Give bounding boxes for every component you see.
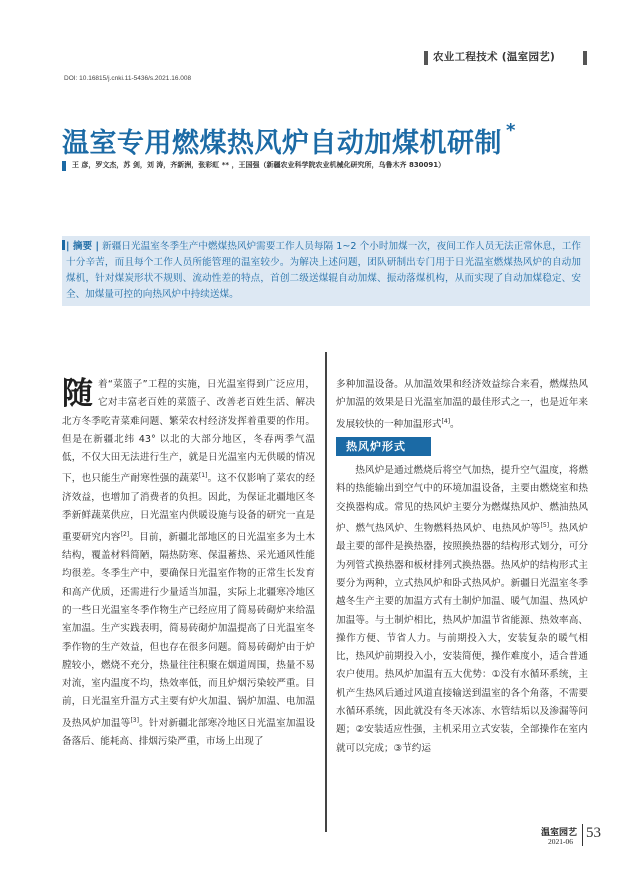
page-number: 53	[586, 825, 601, 841]
citation-ref-5: [5]	[540, 521, 550, 529]
section-heading: 热风炉形式	[336, 437, 431, 456]
footer-separator	[582, 824, 583, 846]
header-marker-left	[424, 51, 428, 65]
intro-text-2: 。这不仅影响了菜农的经济效益，也增加了消费者的负担。因此，为保证北疆地区冬季新鲜蔬菜供应，日光温室内供暖设施与设备的研究一直是重要研究内容	[62, 473, 316, 543]
body-right-continued	[336, 376, 588, 434]
intro-text-1: 着“菜篮子”工程的实施，日光温室得到广泛应用，它对丰富老百姓的菜篮子、改善老百姓生活、解决北方冬季吃青菜难问题、繁荣农村经济发挥着重要的作用。但是在新疆北纬 43° 以北的大部分地区，冬春两季气温低，不仅大田无法进行生产，就是日光温室内无供暖的情况下，也只能生产耐寒性强的蔬菜	[62, 379, 315, 485]
article-title	[62, 121, 516, 160]
doi-line: DOI: 10.16815/j.cnki.11-5436/s.2021.16.008	[64, 75, 192, 82]
citation-ref-3: [3]	[130, 716, 139, 724]
drop-cap: 随	[62, 376, 93, 412]
abstract-tag: | 摘要 |	[66, 241, 100, 252]
citation-ref-2: [2]	[120, 530, 130, 538]
author-marker	[62, 161, 66, 171]
abstract-text: 新疆日光温室冬季生产中燃煤热风炉需要工作人员每隔 1~2 个小时加煤一次，夜间工作人员无法正常休息，工作十分辛苦，而且每个工作人员所能管理的温室较少。为解决上述问题，团队研制出专门用于日光温室燃煤热风炉的自动加煤机，针对煤炭形状不规则、流动性差的特点，首创二级送煤辊自动加煤、振动落煤机构，从而实现了自动加煤稳定、安全、加煤量可控的向热风炉中持续送煤。	[66, 241, 581, 300]
footer-date: 2021-06	[548, 837, 573, 846]
body-left-column	[62, 376, 315, 752]
intro-continuation	[336, 376, 588, 434]
citation-ref-1: [1]	[198, 472, 208, 480]
intro-text-3: 。目前，新疆北部地区的日光温室多为土木结构，覆盖材料简陋，隔热防寒、保温蓄热、采光通风性能均很差。冬季生产中，要确保日光温室作物的正常生长发育和高产优质，还需进行少量适当加温，实际上北疆寒冷地区的一些日光温室冬季作物生产已经应用了简易砖砌炉来给温室加温。生产实践表明，简易砖砌炉加温提高了日光温室冬季作物的生产效益，但也存在很多问题。简易砖砌炉由于炉膛较小，燃烧不充分，热量往往积聚在烟道周围，热量不易对流，室内温度不均，热效率低，而且炉烟污染较严重。目前，日光温室升温方式主要有炉火加温、锅炉加温、电加温及热风炉加温等	[62, 531, 316, 729]
continuation-text: 多种加温设备。从加温效果和经济效益综合来看，燃煤热风炉加温的效果是日光温室加温的最佳形式之一，也是近年来发展较快的一种加温形式	[336, 379, 588, 430]
section-text-2: 。热风炉最主要的部件是换热器，按照换热器的结构形式划分，可分为列管式换热器和板材排列式换热器。热风炉的结构形式主要分为两种，立式热风炉和卧式热风炉。新疆日光温室冬季越冬生产主要的加温方式有土制炉加温、暖气加温、热风炉加温等。与土制炉相比，热风炉加温节省能源、热效率高、操作方便、节省人力。与前期投入大，安装复杂的暖气相比，热风炉前期投入小，安装简便，操作难度小，适合普通农户使用。热风炉加温有五大优势：①没有水循环系统，主机产生热风后通过风道直接输送到温室的各个角落，不需要水循环系统，因此就没有冬天冰冻、水管结垢以及渗漏等问题；②安装适应性强，主机采用立式安装，全部操作在室内就可以完成；③节约运	[336, 523, 589, 754]
body-right-column	[336, 462, 588, 758]
continuation-end: 。	[450, 418, 460, 430]
citation-ref-4: [4]	[441, 417, 451, 425]
abstract	[66, 239, 581, 303]
column-label: 农业工程技术 (温室园艺)	[433, 51, 556, 63]
header-marker-right	[583, 51, 587, 65]
intro-text-4: 。针对新疆北部寒冷地区日光温室加温设备落后、能耗高、排烟污染严重，市场上出现了	[62, 717, 316, 748]
section-paragraph	[336, 462, 588, 758]
abstract-marker	[62, 240, 65, 250]
section-text-1: 热风炉是通过燃烧后将空气加热，提升空气温度，将燃料的热能输出到空气中的环境加温设备，主要由燃烧室和热交换器构成。常见的热风炉主要分为燃煤热风炉、燃油热风炉、燃气热风炉、生物燃料热风炉、电热风炉等	[336, 465, 588, 535]
intro-paragraph	[62, 376, 315, 752]
title-footnote-mark: *	[506, 120, 516, 141]
article-title-text: 温室专用燃煤热风炉自动加煤机研制	[62, 128, 502, 159]
column-divider	[325, 352, 327, 832]
footer-magazine-name: 温室园艺	[541, 828, 578, 838]
author-list: 王 彦，罗文杰，苏 剑，刘 涛，齐新洲，张彩虹 ** ，王国强（新疆农业科学院农业机械化研究所，乌鲁木齐 830091）	[72, 161, 446, 169]
